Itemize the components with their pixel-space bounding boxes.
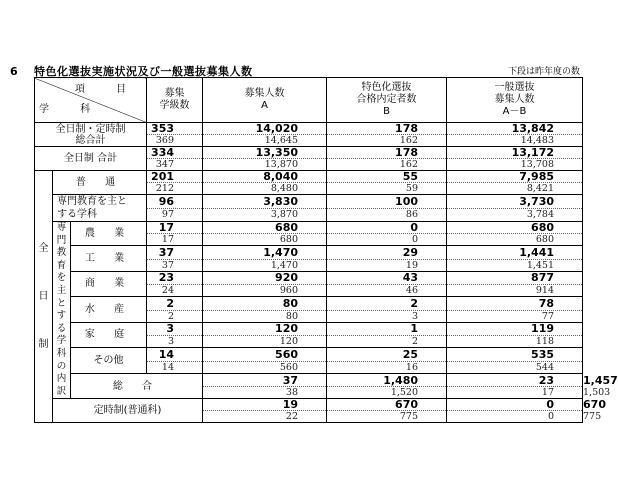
table-row: 定時制(普通科) 19 670 0 670 [35, 399, 583, 411]
row-label: 普 通 [53, 171, 147, 195]
table-cell: 2 [147, 297, 203, 311]
table-cell: 560 [203, 361, 327, 373]
table-cell: 212 [147, 183, 203, 195]
table-cell: 13,350 [203, 147, 327, 159]
table-cell: 17 [147, 222, 203, 234]
table-cell: 37 [203, 373, 327, 387]
table-cell: 17 [447, 387, 583, 399]
table-cell: 23 [447, 373, 583, 387]
table-row [35, 271, 583, 285]
table-row-prev: 22 775 0 775 [35, 411, 583, 423]
table-cell: 914 [447, 285, 583, 297]
table-cell: 2 [327, 336, 447, 348]
table-cell: 178 [327, 147, 447, 159]
table-cell: 3,870 [203, 208, 327, 222]
table-cell: 120 [203, 322, 327, 336]
table-cell: 3,830 [203, 195, 327, 209]
table-cell: 77 [447, 310, 583, 322]
table-cell: 3 [327, 310, 447, 322]
row-label: 総 合 [71, 373, 203, 399]
row-label: その他 [71, 348, 147, 374]
header-gakka: 学 科 [39, 104, 105, 115]
table-cell: 2 [327, 297, 447, 311]
header-col3: 特色化選抜 合格内定者数 B [327, 78, 447, 123]
table-cell: 13,842 [447, 123, 583, 135]
table-cell: 680 [447, 234, 583, 246]
table-cell: 14 [147, 361, 203, 373]
table-row [35, 246, 583, 260]
table-note: 下段は昨年度の数 [507, 67, 580, 77]
table-cell: 43 [327, 271, 447, 285]
table-cell: 46 [327, 285, 447, 297]
table-cell: 24 [147, 285, 203, 297]
row-label: 水 産 [71, 297, 147, 323]
table-cell: 13,708 [447, 159, 583, 171]
table-cell: 86 [327, 208, 447, 222]
table-row: 総 合 37 1,480 23 1,457 [35, 373, 583, 387]
table-cell: 119 [447, 322, 583, 336]
table-cell: 100 [327, 195, 447, 209]
table-cell: 544 [447, 361, 583, 373]
zennichi-side-label: 全 日 制 [35, 171, 53, 423]
table-cell: 1,470 [203, 246, 327, 260]
title-text: 特色化選抜実施状況及び一般選抜募集人数 [34, 65, 253, 78]
table-cell: 334 [147, 147, 203, 159]
table-cell: 78 [447, 297, 583, 311]
table-cell: 38 [203, 387, 327, 399]
table-cell: 178 [327, 123, 447, 135]
table-cell: 23 [147, 271, 203, 285]
table-cell: 118 [447, 336, 583, 348]
table-cell: 80 [203, 310, 327, 322]
table-cell: 37 [147, 246, 203, 260]
row-label: 定時制(普通科) [53, 399, 203, 423]
table-cell: 25 [327, 348, 447, 362]
row-label: 全日制・定時制 総合計 [35, 123, 147, 147]
table-cell: 1,441 [447, 246, 583, 260]
table-cell: 680 [203, 234, 327, 246]
table-cell: 920 [203, 271, 327, 285]
table-cell: 3,730 [447, 195, 583, 209]
table-cell: 680 [203, 222, 327, 234]
table-cell: 2 [147, 310, 203, 322]
table-row [35, 222, 583, 234]
table-cell: 14 [147, 348, 203, 362]
table-cell: 37 [147, 259, 203, 271]
table-cell: 369 [147, 135, 203, 147]
header-diagonal-cell [35, 78, 147, 123]
table-cell: 96 [147, 195, 203, 209]
table-cell: 8,480 [203, 183, 327, 195]
table-row [35, 322, 583, 336]
header-row [35, 78, 583, 123]
table-cell: 535 [447, 348, 583, 362]
table-row [35, 171, 583, 183]
table-cell: 1 [327, 322, 447, 336]
table-cell: 120 [203, 336, 327, 348]
table-cell: 0 [447, 399, 583, 411]
table-cell: 7,985 [447, 171, 583, 183]
table-cell: 1,520 [327, 387, 447, 399]
row-label: 農 業 [71, 222, 147, 246]
row-label: 全日制 合計 [35, 147, 147, 171]
selection-table [34, 77, 618, 423]
table-cell: 22 [203, 411, 327, 423]
row-label: 家 庭 [71, 322, 147, 348]
table-cell: 29 [327, 246, 447, 260]
table-cell: 670 [327, 399, 447, 411]
table-cell: 680 [447, 222, 583, 234]
table-cell: 3,784 [447, 208, 583, 222]
table-cell: 162 [327, 135, 447, 147]
table-cell: 960 [203, 285, 327, 297]
table-cell: 775 [327, 411, 447, 423]
header-col2: 募集人数 A [203, 78, 327, 123]
header-item: 項 目 [74, 84, 141, 95]
table-row [35, 195, 583, 209]
table-cell: 347 [147, 159, 203, 171]
table-row [35, 147, 583, 159]
table-cell: 560 [203, 348, 327, 362]
table-cell: 8,421 [447, 183, 583, 195]
header-col4: 一般選抜 募集人数 A－B [447, 78, 583, 123]
header-col1: 募集 学級数 [147, 78, 203, 123]
section-number: 6 [10, 65, 19, 78]
table-cell: 19 [203, 399, 327, 411]
table-cell: 0 [327, 222, 447, 234]
table-cell: 201 [147, 171, 203, 183]
table-cell: 13,870 [203, 159, 327, 171]
table-row [35, 123, 583, 135]
table-cell: 97 [147, 208, 203, 222]
table-cell: 55 [327, 171, 447, 183]
table-cell: 1,470 [203, 259, 327, 271]
table-cell: 162 [327, 159, 447, 171]
row-label: 工 業 [71, 246, 147, 272]
row-label: 商 業 [71, 271, 147, 297]
table-row-prev: 38 1,520 17 1,503 [35, 387, 583, 399]
table-cell: 17 [147, 234, 203, 246]
table-cell: 14,483 [447, 135, 583, 147]
table-cell: 3 [147, 336, 203, 348]
table-cell: 1,451 [447, 259, 583, 271]
row-label: 専門教育を主と する学科 [53, 195, 147, 222]
table-row [35, 297, 583, 311]
table-cell: 877 [447, 271, 583, 285]
table-cell: 3 [147, 322, 203, 336]
table-cell: 59 [327, 183, 447, 195]
table-cell: 13,172 [447, 147, 583, 159]
table-cell: 14,020 [203, 123, 327, 135]
table-cell: 1,480 [327, 373, 447, 387]
table-cell: 0 [447, 411, 583, 423]
table-row [35, 348, 583, 362]
table-cell: 16 [327, 361, 447, 373]
table-cell: 80 [203, 297, 327, 311]
table-cell: 353 [147, 123, 203, 135]
table-cell: 14,645 [203, 135, 327, 147]
table-cell: 0 [327, 234, 447, 246]
table-cell: 8,040 [203, 171, 327, 183]
senmon-side-label: 専 門 教 育 を 主 と す る 学 科 の 内 訳 [53, 222, 71, 399]
table-cell: 19 [327, 259, 447, 271]
